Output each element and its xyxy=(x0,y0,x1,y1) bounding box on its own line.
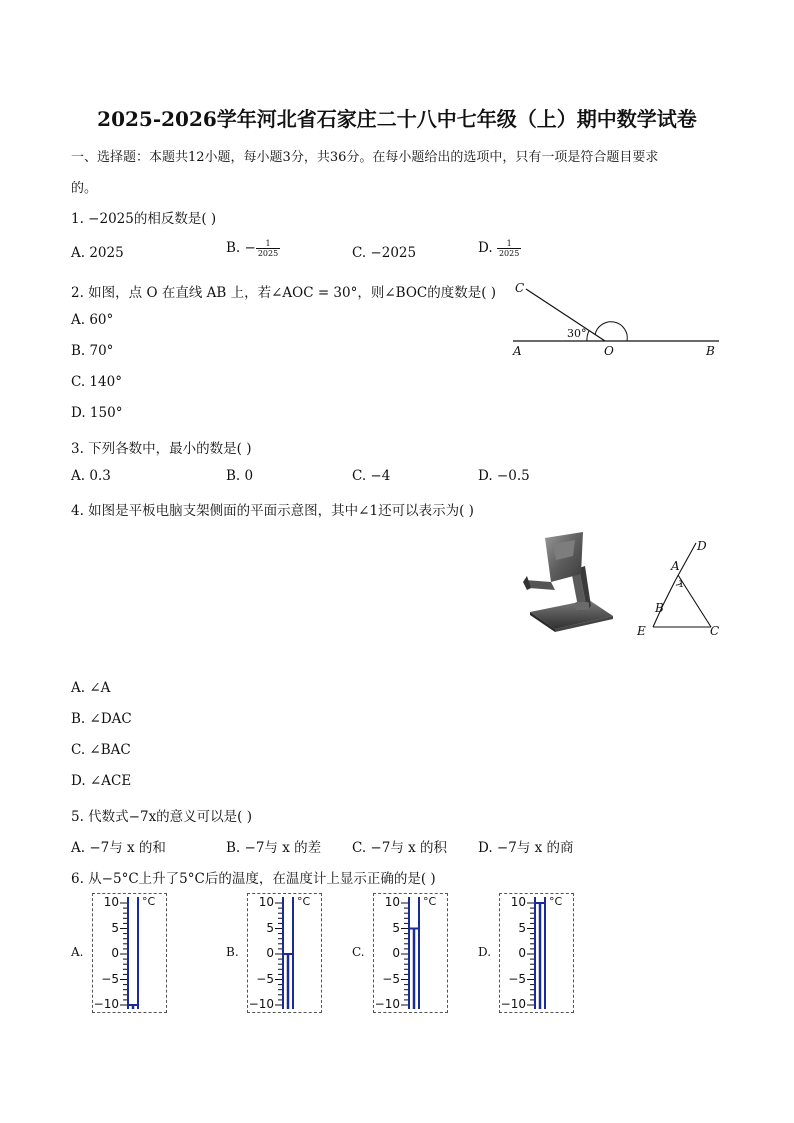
label-d: D xyxy=(697,539,707,553)
label-e: E xyxy=(637,624,646,638)
q3-option-b[interactable]: B. 0 xyxy=(226,468,254,484)
q4-option-a[interactable]: A. ∠A xyxy=(71,680,111,696)
q6-option-d-thermometer[interactable] xyxy=(499,893,574,1013)
q1-option-b-fraction: $\frac{1}{2025}$ xyxy=(257,239,279,258)
line-ab xyxy=(663,581,675,605)
q6-option-c-thermometer[interactable] xyxy=(373,893,448,1013)
label-c: C xyxy=(710,624,720,638)
q6-option-d-label[interactable]: D. xyxy=(478,945,492,959)
thermometer-tick-label: −5 xyxy=(508,971,526,986)
q6-option-b-thermometer[interactable] xyxy=(247,893,322,1013)
q5-option-d[interactable]: D. −7与 x 的商 xyxy=(478,840,574,856)
thermometer-tick-label: 10 xyxy=(103,895,119,909)
thermometer-tick-label: −5 xyxy=(101,971,119,986)
thermometer-svg xyxy=(374,894,447,1012)
q6-option-c-label[interactable]: C. xyxy=(352,945,365,959)
thermometer-tick-label: 10 xyxy=(510,895,526,909)
q2-figure-svg xyxy=(505,278,730,363)
q5-option-a[interactable]: A. −7与 x 的和 xyxy=(71,840,166,856)
q1-stem: 1. −2025的相反数是( ) xyxy=(71,211,217,227)
thermometer-tick-label: 5 xyxy=(518,920,526,935)
thermometer-tick-label: −10 xyxy=(248,997,274,1011)
q5-option-b[interactable]: B. −7与 x 的差 xyxy=(226,840,322,856)
thermometer-tick-label: 0 xyxy=(392,946,400,960)
section-instructions-line1: 一、选择题：本题共12小题，每小题3分，共36分。在每小题给出的选项中，只有一项是符合题目要求 xyxy=(71,150,659,165)
section-instructions-line2: 的。 xyxy=(71,181,98,196)
thermometer-unit-label: °C xyxy=(549,895,563,908)
q6-option-b-label[interactable]: B. xyxy=(226,945,239,959)
thermometer-tick-label: 10 xyxy=(384,895,400,909)
q1-option-b[interactable] xyxy=(226,239,280,258)
thermometer-tick-label: 0 xyxy=(518,946,526,960)
page-title: 2025-2026学年河北省石家庄二十八中七年级（上）期中数学试卷 xyxy=(97,107,697,131)
q3-option-c[interactable]: C. −4 xyxy=(352,468,391,484)
label-o: O xyxy=(604,344,614,358)
q4-option-b[interactable]: B. ∠DAC xyxy=(71,711,132,727)
thermometer-tick-label: 10 xyxy=(258,895,274,909)
label-c: C xyxy=(515,281,525,295)
q4-figure xyxy=(633,535,728,643)
q6-stem: 6. 从−5°C上升了5°C后的温度，在温度计上显示正确的是( ) xyxy=(71,871,436,887)
q1-option-c[interactable]: C. −2025 xyxy=(352,245,417,261)
q2-stem: 2. 如图，点 O 在直线 AB 上，若∠AOC = 30°，则∠BOC的度数是( ) xyxy=(71,285,497,301)
q3-option-a[interactable]: A. 0.3 xyxy=(71,468,111,484)
q3-option-d[interactable]: D. −0.5 xyxy=(478,468,530,484)
label-b: B xyxy=(655,601,664,615)
q3-stem: 3. 下列各数中，最小的数是( ) xyxy=(71,441,252,457)
q5-option-c[interactable]: C. −7与 x 的积 xyxy=(352,840,448,856)
q1-option-a[interactable]: A. 2025 xyxy=(71,245,124,261)
thermometer-tick-label: 0 xyxy=(266,946,274,960)
q2-option-c[interactable]: C. 140° xyxy=(71,374,122,390)
q6-option-a-thermometer[interactable] xyxy=(92,893,167,1013)
q4-option-d[interactable]: D. ∠ACE xyxy=(71,773,132,789)
q6-option-a-label[interactable]: A. xyxy=(71,945,84,959)
thermometer-tick-label: −10 xyxy=(500,997,526,1011)
thermometer-svg xyxy=(93,894,166,1012)
angle-arc-aoc xyxy=(587,331,589,341)
q1-option-d-label: D. xyxy=(478,240,497,256)
q1-option-d[interactable] xyxy=(478,239,521,258)
tablet-stand-image xyxy=(515,530,615,635)
label-a: A xyxy=(513,344,522,358)
label-b: B xyxy=(706,344,715,358)
thermometer-tick-label: 5 xyxy=(392,920,400,935)
label-a: A xyxy=(671,559,680,573)
thermometer-tick-label: −10 xyxy=(374,997,400,1011)
thermometer-tick-label: −5 xyxy=(382,971,400,986)
q2-option-d[interactable]: D. 150° xyxy=(71,405,123,421)
q1-option-b-label: B. − xyxy=(226,240,256,256)
thermometer-unit-label: °C xyxy=(297,895,311,908)
q1-option-d-fraction: $\frac{1}{2025}$ xyxy=(498,239,520,258)
q4-stem: 4. 如图是平板电脑支架侧面的平面示意图，其中∠1还可以表示为( ) xyxy=(71,503,474,519)
thermometer-svg xyxy=(500,894,573,1012)
ray-oc xyxy=(526,289,605,341)
thermometer-unit-label: °C xyxy=(142,895,156,908)
thermometer-unit-label: °C xyxy=(423,895,437,908)
thermometer-tick-label: −5 xyxy=(256,971,274,986)
thermometer-tick-label: 5 xyxy=(111,920,119,935)
q2-figure xyxy=(505,278,730,363)
q4-option-c[interactable]: C. ∠BAC xyxy=(71,742,131,758)
label-angle-1: 1 xyxy=(678,579,685,590)
q2-option-b[interactable]: B. 70° xyxy=(71,343,114,359)
thermometer-svg xyxy=(248,894,321,1012)
thermometer-tick-label: 5 xyxy=(266,920,274,935)
thermometer-tick-label: 0 xyxy=(111,946,119,960)
q5-stem: 5. 代数式−7x的意义可以是( ) xyxy=(71,809,253,825)
q2-option-a[interactable]: A. 60° xyxy=(71,312,114,328)
label-angle-30: 30° xyxy=(567,327,587,340)
thermometer-tick-label: −10 xyxy=(93,997,119,1011)
